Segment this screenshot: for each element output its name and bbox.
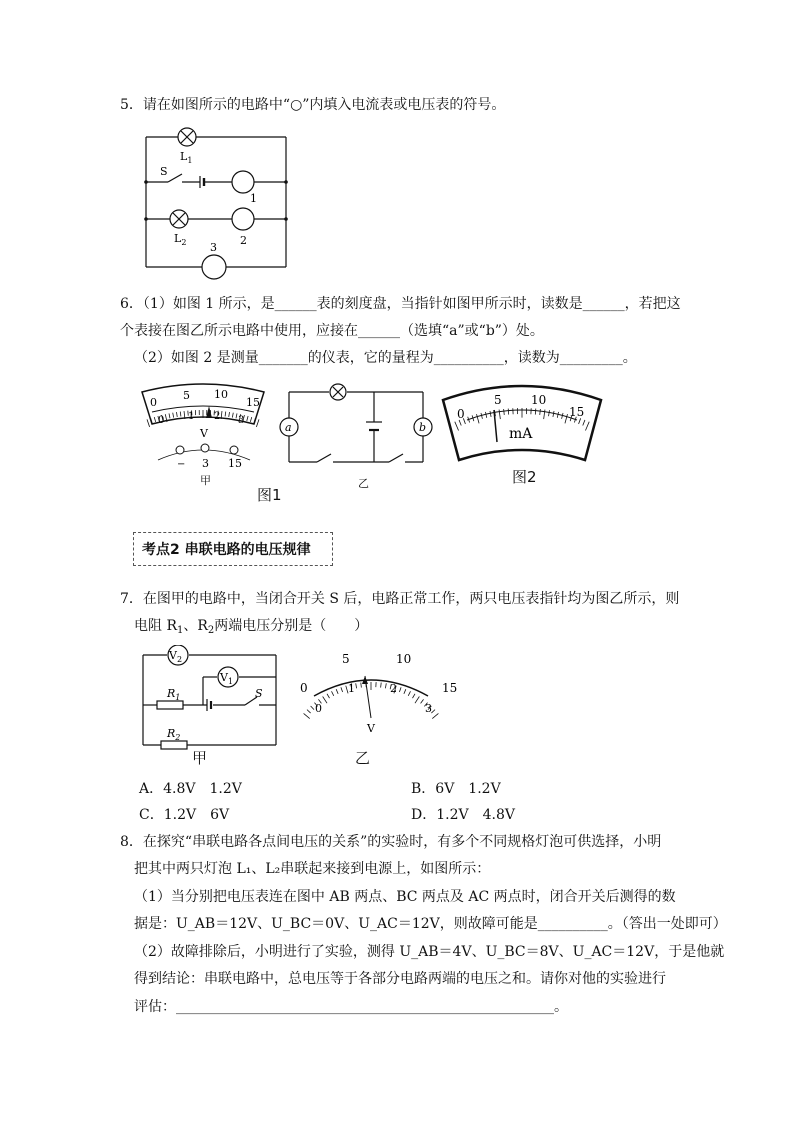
lamp-l2-icon [170,210,188,228]
fig2-milliammeter-dial [437,380,607,465]
q7-fig-yi-caption: 乙 [355,749,371,767]
meter-circle-1 [232,171,254,193]
q8-line1: 8．在探究“串联电路各点间电压的关系”的实验时，有多个不同规格灯泡可供选择，小明 [120,834,662,850]
svg-text:15: 15 [569,405,585,419]
svg-text:0: 0 [457,407,465,421]
q8-line6: 得到结论：串联电路中，总电压等于各部分电路两端的电压之和。请你对他的实验进行 [134,971,666,987]
label-a: a [285,421,292,434]
q7-fig-yi-dial [296,650,466,735]
fig-yi-circuit [277,380,437,470]
svg-text:3: 3 [425,702,432,715]
fig1-caption: 图1 [257,486,282,504]
resistor-r2-icon [161,741,187,749]
q6-line3: （2）如图 2 是测量_______的仪表，它的量程为__________，读数为_________。 [134,350,637,366]
label-v2: $V_2$ [169,649,183,664]
q5-circuit-diagram [138,122,298,282]
fig1-sub-caption: 甲 [200,474,211,487]
svg-text:1: 1 [348,682,355,695]
svg-text:V: V [200,427,208,440]
svg-text:−: − [177,459,186,470]
svg-text:2: 2 [390,682,397,695]
q8-line7: 评估：______________________________________________________。 [134,999,568,1015]
q7-fig-jia-circuit [137,645,282,757]
resistor-r1-icon [157,701,183,709]
svg-text:3: 3 [202,457,209,470]
lamp-icon [330,384,346,400]
q8-line3: （1）当分别把电压表连在图中 AB 两点、BC 两点及 AC 两点时，闭合开关后测得的数 [134,889,676,905]
lamp-l1-icon [178,128,196,146]
battery-icon [200,176,204,188]
label-meter-2: 2 [240,234,247,247]
section-heading: 考点2 串联电路的电压规律 [133,532,333,566]
svg-text:10: 10 [214,388,228,401]
q8-line5: （2）故障排除后，小明进行了实验，测得 U_AB＝4V、U_BC＝8V、U_AC＝12V，于是他就 [134,944,725,960]
q5-text: 5．请在如图所示的电路中“○”内填入电流表或电压表的符号。 [120,97,506,113]
label-r2: $R_2$ [167,727,181,742]
svg-text:mA: mA [509,426,533,442]
q6-line2: 个表接在图乙所示电路中使用，应接在______（选填“a”或“b”）处。 [120,323,544,339]
svg-text:15: 15 [442,681,458,695]
svg-text:15: 15 [228,457,242,470]
svg-text:0: 0 [315,702,322,715]
label-l2: $L_2$ [174,232,187,247]
q7-line1: 7．在图甲的电路中，当闭合开关 S 后，电路正常工作，两只电压表指针均为图乙所示，则 [120,591,680,607]
q7-option-b: B．6V 1.2V [411,781,501,797]
label-meter-3: 3 [210,241,217,254]
fig2-caption: 图2 [512,468,537,486]
label-s: S [160,165,168,178]
svg-text:0: 0 [150,396,157,409]
label-r1: $R_1$ [167,687,181,702]
q7-line2: 电阻 $R_1$、$R_2$两端电压分别是（ ） [134,618,369,636]
label-s: S [255,687,263,700]
meter-circle-3 [202,255,226,279]
q7-fig-jia-caption: 甲 [192,749,208,767]
svg-text:1: 1 [188,411,195,422]
label-v1: $V_1$ [220,671,234,686]
label-b: b [419,421,427,434]
svg-text:5: 5 [494,393,502,407]
svg-text:10: 10 [531,393,547,407]
label-l1: $L_1$ [180,150,193,165]
svg-text:V: V [367,722,375,735]
svg-text:15: 15 [246,396,260,409]
label-meter-1: 1 [250,192,257,205]
svg-text:5: 5 [183,389,190,402]
q7-option-c: C．1.2V 6V [139,807,230,823]
svg-text:10: 10 [396,652,412,666]
fig1-voltmeter-dial [138,382,268,477]
q7-option-d: D．1.2V 4.8V [411,807,515,823]
meter-circle-2 [232,208,254,230]
svg-text:2: 2 [214,411,221,422]
fig-yi-caption: 乙 [358,477,369,490]
q7-option-a: A．4.8V 1.2V [139,781,242,797]
svg-text:5: 5 [342,652,350,666]
q6-line1: 6．（1）如图 1 所示，是______表的刻度盘，当指针如图甲所示时，读数是______，若把这 [120,296,681,312]
svg-text:0: 0 [158,415,165,426]
svg-text:0: 0 [300,681,308,695]
svg-text:3: 3 [238,415,245,426]
q8-line2: 把其中两只灯泡 L₁、L₂串联起来接到电源上，如图所示： [134,861,491,877]
q8-line4: 据是：U_AB＝12V、U_BC＝0V、U_AC＝12V，则故障可能是__________。（答出一处即可） [134,916,727,932]
